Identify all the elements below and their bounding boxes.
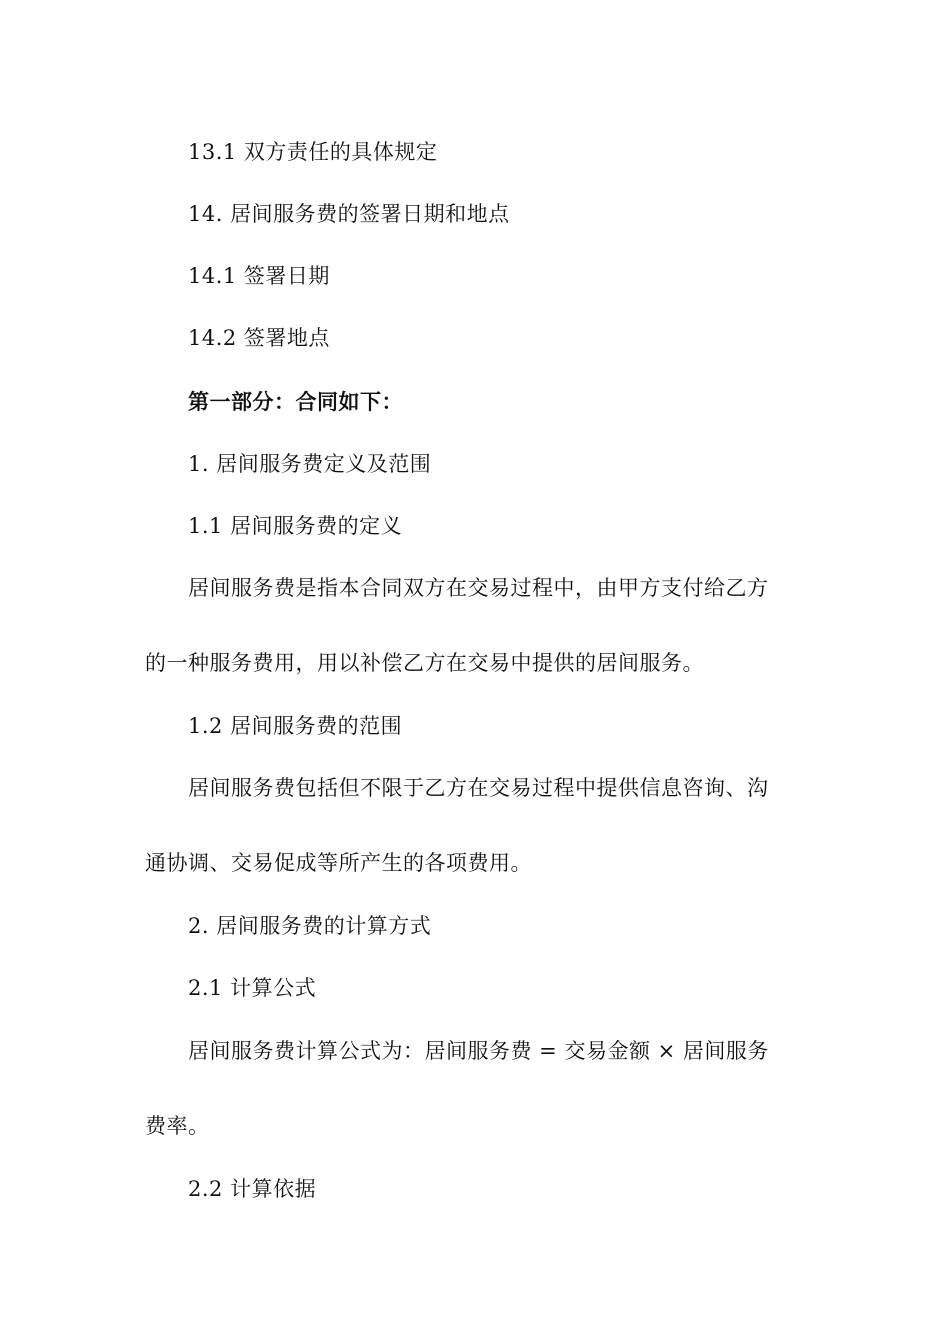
formula-paragraph-line-2: 费率。 xyxy=(145,1114,210,1138)
section-14-heading: 14. 居间服务费的签署日期和地点 xyxy=(188,202,510,226)
scope-paragraph-line-1: 居间服务费包括但不限于乙方在交易过程中提供信息咨询、沟 xyxy=(188,776,769,800)
formula-paragraph-line-1: 居间服务费计算公式为：居间服务费 = 交易金额 × 居间服务 xyxy=(188,1039,769,1063)
section-1-heading: 1. 居间服务费定义及范围 xyxy=(188,452,432,476)
section-2-2-heading: 2.2 计算依据 xyxy=(188,1177,317,1201)
section-2-heading: 2. 居间服务费的计算方式 xyxy=(188,914,432,938)
definition-paragraph-line-1: 居间服务费是指本合同双方在交易过程中，由甲方支付给乙方 xyxy=(188,576,769,600)
section-1-2-heading: 1.2 居间服务费的范围 xyxy=(188,714,403,738)
section-2-1-heading: 2.1 计算公式 xyxy=(188,976,317,1000)
section-1-1-heading: 1.1 居间服务费的定义 xyxy=(188,514,403,538)
section-14-2-heading: 14.2 签署地点 xyxy=(188,326,330,350)
section-13-1-heading: 13.1 双方责任的具体规定 xyxy=(188,140,438,164)
section-14-1-heading: 14.1 签署日期 xyxy=(188,264,330,288)
definition-paragraph-line-2: 的一种服务费用，用以补偿乙方在交易中提供的居间服务。 xyxy=(145,651,704,675)
part-one-heading: 第一部分：合同如下： xyxy=(188,390,403,414)
scope-paragraph-line-2: 通协调、交易促成等所产生的各项费用。 xyxy=(145,851,532,875)
